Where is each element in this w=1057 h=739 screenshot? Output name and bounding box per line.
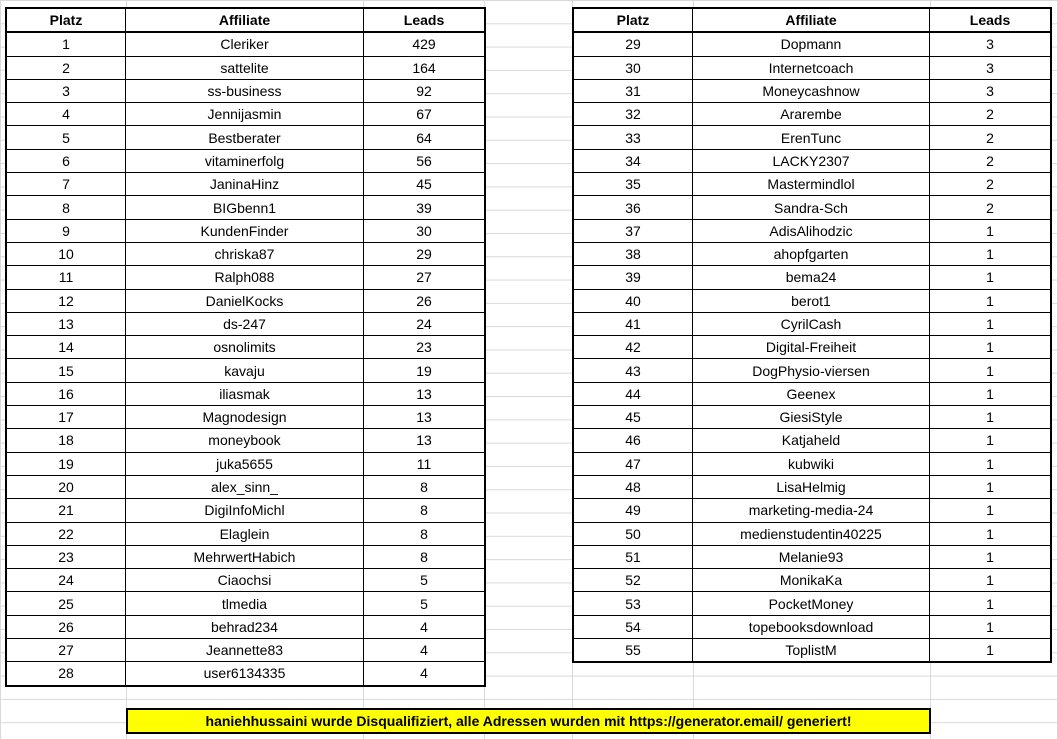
table-row	[6, 475, 485, 498]
cell-leads[interactable]: 164	[364, 56, 486, 79]
cell-platz[interactable]: 14	[6, 336, 126, 359]
cell-affiliate[interactable]: Jeannette83	[126, 639, 364, 662]
cell-affiliate[interactable]: Sandra-Sch	[693, 196, 930, 219]
table-row	[6, 545, 485, 568]
cell-platz[interactable]: 10	[6, 242, 126, 265]
cell-platz[interactable]: 36	[573, 196, 693, 219]
table-row	[6, 149, 485, 172]
cell-affiliate[interactable]: Bestberater	[126, 126, 364, 149]
cell-leads[interactable]: 23	[364, 336, 486, 359]
table-row	[6, 266, 485, 289]
cell-affiliate[interactable]: Moneycashnow	[693, 79, 930, 102]
cell-affiliate[interactable]: chriska87	[126, 242, 364, 265]
table-body	[6, 32, 485, 685]
cell-leads[interactable]: 8	[364, 475, 486, 498]
cell-platz[interactable]: 9	[6, 219, 126, 242]
cell-leads[interactable]: 1	[930, 452, 1052, 475]
cell-platz[interactable]: 7	[6, 173, 126, 196]
cell-affiliate[interactable]: iliasmak	[126, 382, 364, 405]
cell-platz[interactable]: 43	[573, 359, 693, 382]
cell-affiliate[interactable]: Cleriker	[126, 32, 364, 56]
table-row	[573, 149, 1051, 172]
cell-affiliate[interactable]: GiesiStyle	[693, 406, 930, 429]
cell-affiliate[interactable]: Ararembe	[693, 103, 930, 126]
leaderboard-table-right	[572, 7, 1052, 663]
table-row	[573, 336, 1051, 359]
header-row	[573, 8, 1051, 32]
cell-leads[interactable]: 45	[364, 173, 486, 196]
cell-leads[interactable]: 3	[930, 32, 1052, 56]
cell-affiliate[interactable]: behrad234	[126, 615, 364, 638]
cell-leads[interactable]: 1	[930, 639, 1052, 663]
table-row	[573, 312, 1051, 335]
table-row	[573, 289, 1051, 312]
cell-affiliate[interactable]: Mastermindlol	[693, 173, 930, 196]
cell-leads[interactable]: 1	[930, 545, 1052, 568]
table-row	[6, 569, 485, 592]
header-cell-affiliate[interactable]: Affiliate	[693, 8, 930, 32]
cell-platz[interactable]: 46	[573, 429, 693, 452]
cell-leads[interactable]: 5	[364, 592, 486, 615]
cell-affiliate[interactable]: DogPhysio-viersen	[693, 359, 930, 382]
table-row	[573, 359, 1051, 382]
cell-platz[interactable]: 8	[6, 196, 126, 219]
cell-platz[interactable]: 19	[6, 452, 126, 475]
cell-leads[interactable]: 1	[930, 312, 1052, 335]
cell-platz[interactable]: 18	[6, 429, 126, 452]
header-cell-platz[interactable]: Platz	[6, 8, 126, 32]
cell-affiliate[interactable]: Ciaochsi	[126, 569, 364, 592]
header-cell-affiliate[interactable]: Affiliate	[126, 8, 364, 32]
cell-platz[interactable]: 34	[573, 149, 693, 172]
cell-platz[interactable]: 26	[6, 615, 126, 638]
table-row	[6, 639, 485, 662]
table-row	[573, 56, 1051, 79]
table-row	[573, 406, 1051, 429]
cell-affiliate[interactable]: LisaHelmig	[693, 475, 930, 498]
cell-platz[interactable]: 54	[573, 615, 693, 638]
cell-platz[interactable]: 42	[573, 336, 693, 359]
header-cell-leads[interactable]: Leads	[364, 8, 486, 32]
cell-affiliate[interactable]: osnolimits	[126, 336, 364, 359]
cell-platz[interactable]: 27	[6, 639, 126, 662]
cell-platz[interactable]: 2	[6, 56, 126, 79]
cell-leads[interactable]: 1	[930, 336, 1052, 359]
table-row	[573, 429, 1051, 452]
cell-platz[interactable]: 53	[573, 592, 693, 615]
cell-platz[interactable]: 47	[573, 452, 693, 475]
cell-leads[interactable]: 1	[930, 359, 1052, 382]
cell-leads[interactable]: 19	[364, 359, 486, 382]
cell-affiliate[interactable]: sattelite	[126, 56, 364, 79]
table-row	[6, 522, 485, 545]
cell-leads[interactable]: 1	[930, 266, 1052, 289]
table-row	[573, 569, 1051, 592]
table-row	[573, 522, 1051, 545]
table-row	[573, 173, 1051, 196]
table-row	[6, 662, 485, 686]
cell-affiliate[interactable]: Jennijasmin	[126, 103, 364, 126]
cell-leads[interactable]: 3	[930, 56, 1052, 79]
cell-affiliate[interactable]: vitaminerfolg	[126, 149, 364, 172]
cell-leads[interactable]: 8	[364, 545, 486, 568]
cell-leads[interactable]: 67	[364, 103, 486, 126]
cell-platz[interactable]: 50	[573, 522, 693, 545]
cell-platz[interactable]: 49	[573, 499, 693, 522]
table-row	[573, 545, 1051, 568]
table-row	[573, 475, 1051, 498]
cell-platz[interactable]: 52	[573, 569, 693, 592]
cell-affiliate[interactable]: BIGbenn1	[126, 196, 364, 219]
cell-affiliate[interactable]: medienstudentin40225	[693, 522, 930, 545]
cell-leads[interactable]: 1	[930, 429, 1052, 452]
cell-platz[interactable]: 1	[6, 32, 126, 56]
table-row	[573, 242, 1051, 265]
table-row	[573, 196, 1051, 219]
cell-affiliate[interactable]: marketing-media-24	[693, 499, 930, 522]
cell-affiliate[interactable]: Melanie93	[693, 545, 930, 568]
cell-leads[interactable]: 1	[930, 289, 1052, 312]
cell-affiliate[interactable]: LACKY2307	[693, 149, 930, 172]
table-row	[573, 79, 1051, 102]
cell-affiliate[interactable]: AdisAlihodzic	[693, 219, 930, 242]
leaderboard-table-left	[5, 7, 486, 687]
table-row	[6, 173, 485, 196]
cell-platz[interactable]: 32	[573, 103, 693, 126]
table-row	[573, 219, 1051, 242]
cell-leads[interactable]: 92	[364, 79, 486, 102]
cell-leads[interactable]: 64	[364, 126, 486, 149]
cell-affiliate[interactable]: ss-business	[126, 79, 364, 102]
cell-platz[interactable]: 5	[6, 126, 126, 149]
cell-leads[interactable]: 30	[364, 219, 486, 242]
cell-leads[interactable]: 2	[930, 173, 1052, 196]
cell-platz[interactable]: 6	[6, 149, 126, 172]
cell-affiliate[interactable]: juka5655	[126, 452, 364, 475]
cell-platz[interactable]: 30	[573, 56, 693, 79]
cell-platz[interactable]: 28	[6, 662, 126, 686]
table-row	[6, 289, 485, 312]
cell-platz[interactable]: 23	[6, 545, 126, 568]
table-row	[6, 312, 485, 335]
cell-leads[interactable]: 1	[930, 242, 1052, 265]
cell-leads[interactable]: 13	[364, 382, 486, 405]
cell-leads[interactable]: 2	[930, 126, 1052, 149]
cell-platz[interactable]: 3	[6, 79, 126, 102]
cell-affiliate[interactable]: ToplistM	[693, 639, 930, 663]
cell-leads[interactable]: 1	[930, 219, 1052, 242]
cell-platz[interactable]: 15	[6, 359, 126, 382]
cell-affiliate[interactable]: alex_sinn_	[126, 475, 364, 498]
cell-leads[interactable]: 27	[364, 266, 486, 289]
cell-platz[interactable]: 38	[573, 242, 693, 265]
cell-leads[interactable]: 8	[364, 522, 486, 545]
cell-leads[interactable]: 29	[364, 242, 486, 265]
cell-affiliate[interactable]: kubwiki	[693, 452, 930, 475]
table-row	[573, 452, 1051, 475]
cell-affiliate[interactable]: DanielKocks	[126, 289, 364, 312]
table-row	[6, 452, 485, 475]
table-row	[6, 429, 485, 452]
cell-affiliate[interactable]: kavaju	[126, 359, 364, 382]
header-cell-leads[interactable]: Leads	[930, 8, 1052, 32]
table-row	[6, 499, 485, 522]
cell-affiliate[interactable]: KundenFinder	[126, 219, 364, 242]
table-row	[6, 406, 485, 429]
cell-leads[interactable]: 11	[364, 452, 486, 475]
cell-leads[interactable]: 429	[364, 32, 486, 56]
table-row	[573, 103, 1051, 126]
cell-platz[interactable]: 37	[573, 219, 693, 242]
cell-leads[interactable]: 4	[364, 639, 486, 662]
cell-leads[interactable]: 1	[930, 406, 1052, 429]
table-row	[6, 382, 485, 405]
cell-leads[interactable]: 5	[364, 569, 486, 592]
cell-platz[interactable]: 21	[6, 499, 126, 522]
cell-platz[interactable]: 12	[6, 289, 126, 312]
table-row	[6, 196, 485, 219]
cell-leads[interactable]: 13	[364, 406, 486, 429]
cell-leads[interactable]: 1	[930, 475, 1052, 498]
cell-leads[interactable]: 2	[930, 103, 1052, 126]
cell-affiliate[interactable]: Magnodesign	[126, 406, 364, 429]
cell-leads[interactable]: 4	[364, 662, 486, 686]
cell-leads[interactable]: 1	[930, 499, 1052, 522]
cell-leads[interactable]: 1	[930, 382, 1052, 405]
cell-affiliate[interactable]: ahopfgarten	[693, 242, 930, 265]
cell-affiliate[interactable]: ds-247	[126, 312, 364, 335]
cell-affiliate[interactable]: Elaglein	[126, 522, 364, 545]
table-body	[573, 32, 1051, 662]
cell-leads[interactable]: 39	[364, 196, 486, 219]
table-row	[573, 499, 1051, 522]
table-row	[6, 336, 485, 359]
cell-platz[interactable]: 13	[6, 312, 126, 335]
table-row	[6, 615, 485, 638]
cell-platz[interactable]: 29	[573, 32, 693, 56]
cell-platz[interactable]: 45	[573, 406, 693, 429]
cell-affiliate[interactable]: moneybook	[126, 429, 364, 452]
cell-affiliate[interactable]: DigiInfoMichl	[126, 499, 364, 522]
cell-platz[interactable]: 17	[6, 406, 126, 429]
cell-affiliate[interactable]: PocketMoney	[693, 592, 930, 615]
cell-affiliate[interactable]: Dopmann	[693, 32, 930, 56]
cell-affiliate[interactable]: CyrilCash	[693, 312, 930, 335]
cell-platz[interactable]: 48	[573, 475, 693, 498]
cell-affiliate[interactable]: Digital-Freiheit	[693, 336, 930, 359]
cell-affiliate[interactable]: bema24	[693, 266, 930, 289]
cell-platz[interactable]: 33	[573, 126, 693, 149]
cell-platz[interactable]: 40	[573, 289, 693, 312]
table-row	[6, 79, 485, 102]
cell-platz[interactable]: 4	[6, 103, 126, 126]
table-row	[6, 126, 485, 149]
cell-affiliate[interactable]: JaninaHinz	[126, 173, 364, 196]
table-row	[573, 126, 1051, 149]
cell-platz[interactable]: 16	[6, 382, 126, 405]
cell-platz[interactable]: 20	[6, 475, 126, 498]
table-row	[6, 219, 485, 242]
cell-platz[interactable]: 22	[6, 522, 126, 545]
table-row	[573, 592, 1051, 615]
table-row	[6, 242, 485, 265]
cell-platz[interactable]: 44	[573, 382, 693, 405]
table-row	[6, 359, 485, 382]
cell-affiliate[interactable]: Katjaheld	[693, 429, 930, 452]
cell-leads[interactable]: 3	[930, 79, 1052, 102]
cell-affiliate[interactable]: ErenTunc	[693, 126, 930, 149]
cell-leads[interactable]: 2	[930, 196, 1052, 219]
cell-platz[interactable]: 24	[6, 569, 126, 592]
cell-leads[interactable]: 1	[930, 615, 1052, 638]
cell-platz[interactable]: 39	[573, 266, 693, 289]
table-row	[573, 266, 1051, 289]
cell-platz[interactable]: 55	[573, 639, 693, 663]
disqualification-notice-cell[interactable]: haniehhussaini wurde Disqualifiziert, alle Adressen wurden mit https://generator.email/ generiert!	[126, 708, 931, 734]
cell-platz[interactable]: 35	[573, 173, 693, 196]
cell-affiliate[interactable]: Geenex	[693, 382, 930, 405]
table-row	[573, 32, 1051, 56]
cell-leads[interactable]: 1	[930, 569, 1052, 592]
cell-leads[interactable]: 4	[364, 615, 486, 638]
cell-affiliate[interactable]: MehrwertHabich	[126, 545, 364, 568]
table-row	[6, 592, 485, 615]
header-row	[6, 8, 485, 32]
table-row	[6, 56, 485, 79]
table-row	[573, 615, 1051, 638]
cell-platz[interactable]: 51	[573, 545, 693, 568]
cell-affiliate[interactable]: tlmedia	[126, 592, 364, 615]
cell-platz[interactable]: 31	[573, 79, 693, 102]
cell-platz[interactable]: 25	[6, 592, 126, 615]
table-row	[6, 32, 485, 56]
cell-leads[interactable]: 2	[930, 149, 1052, 172]
cell-affiliate[interactable]: MonikaKa	[693, 569, 930, 592]
table-row	[573, 639, 1051, 663]
cell-affiliate[interactable]: Ralph088	[126, 266, 364, 289]
cell-leads[interactable]: 24	[364, 312, 486, 335]
header-cell-platz[interactable]: Platz	[573, 8, 693, 32]
cell-leads[interactable]: 8	[364, 499, 486, 522]
cell-affiliate[interactable]: user6134335	[126, 662, 364, 686]
cell-affiliate[interactable]: topebooksdownload	[693, 615, 930, 638]
table-row	[6, 103, 485, 126]
table-row	[573, 382, 1051, 405]
cell-leads[interactable]: 13	[364, 429, 486, 452]
cell-platz[interactable]: 41	[573, 312, 693, 335]
cell-platz[interactable]: 11	[6, 266, 126, 289]
cell-leads[interactable]: 26	[364, 289, 486, 312]
cell-affiliate[interactable]: berot1	[693, 289, 930, 312]
cell-leads[interactable]: 1	[930, 522, 1052, 545]
cell-leads[interactable]: 56	[364, 149, 486, 172]
cell-affiliate[interactable]: Internetcoach	[693, 56, 930, 79]
cell-leads[interactable]: 1	[930, 592, 1052, 615]
